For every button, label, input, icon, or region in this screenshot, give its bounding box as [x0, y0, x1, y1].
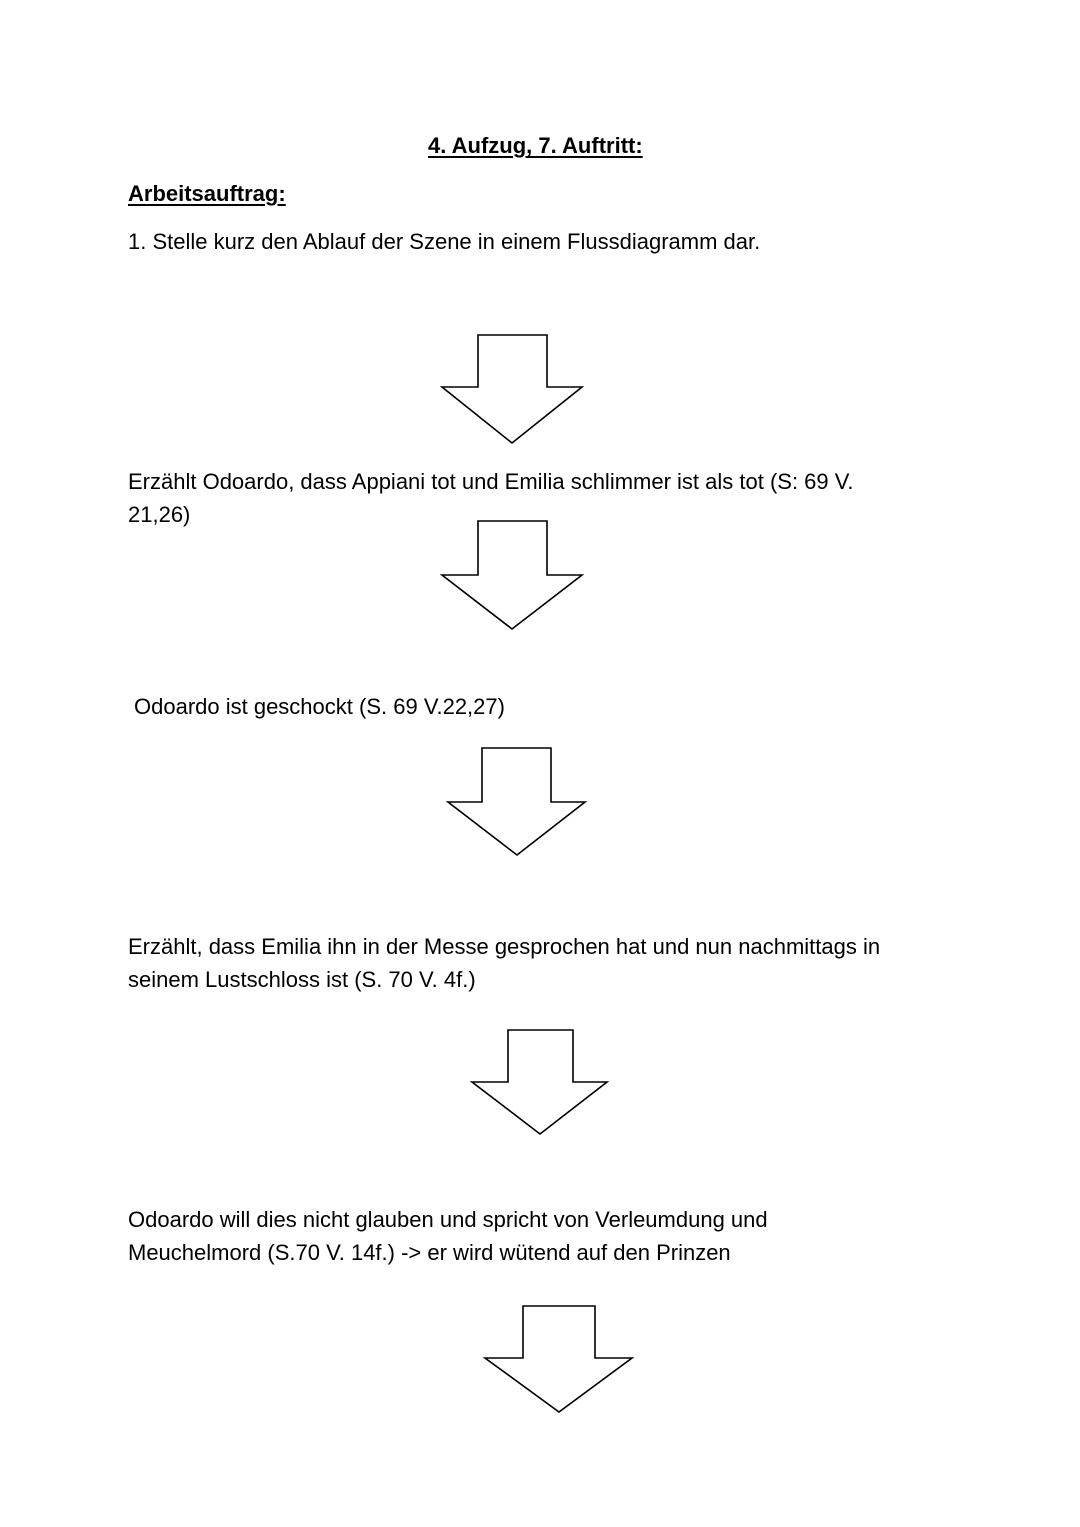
- flow-step-4-line-1: Odoardo will dies nicht glauben und spricht von Verleumdung und: [128, 1207, 768, 1232]
- task-heading: Arbeitsauftrag:: [128, 181, 286, 206]
- down-arrow-icon: [442, 521, 582, 631]
- down-arrow-icon: [442, 335, 582, 445]
- flow-step-4-line-2: Meuchelmord (S.70 V. 14f.) -> er wird wütend auf den Prinzen: [128, 1240, 731, 1265]
- down-arrow-icon: [448, 748, 588, 858]
- flow-step-4: [128, 1203, 768, 1269]
- page-title: 4. Aufzug, 7. Auftritt:: [428, 133, 643, 158]
- flow-step-3-line-1: Erzählt, dass Emilia ihn in der Messe gesprochen hat und nun nachmittags in: [128, 934, 881, 959]
- flow-step-2-line-1: Odoardo ist geschockt (S. 69 V.22,27): [134, 694, 505, 719]
- flow-step-1-line-2: 21,26): [128, 502, 191, 527]
- flow-step-3: [128, 930, 880, 996]
- flow-step-2: [134, 690, 505, 723]
- task-text: 1. Stelle kurz den Ablauf der Szene in einem Flussdiagramm dar.: [128, 229, 761, 254]
- down-arrow-icon: [472, 1030, 612, 1140]
- down-arrow-icon: [485, 1306, 625, 1416]
- flow-step-3-line-2: seinem Lustschloss ist (S. 70 V. 4f.): [128, 967, 476, 992]
- flow-step-1-line-1: Erzählt Odoardo, dass Appiani tot und Emilia schlimmer ist als tot (S: 69 V.: [128, 469, 854, 494]
